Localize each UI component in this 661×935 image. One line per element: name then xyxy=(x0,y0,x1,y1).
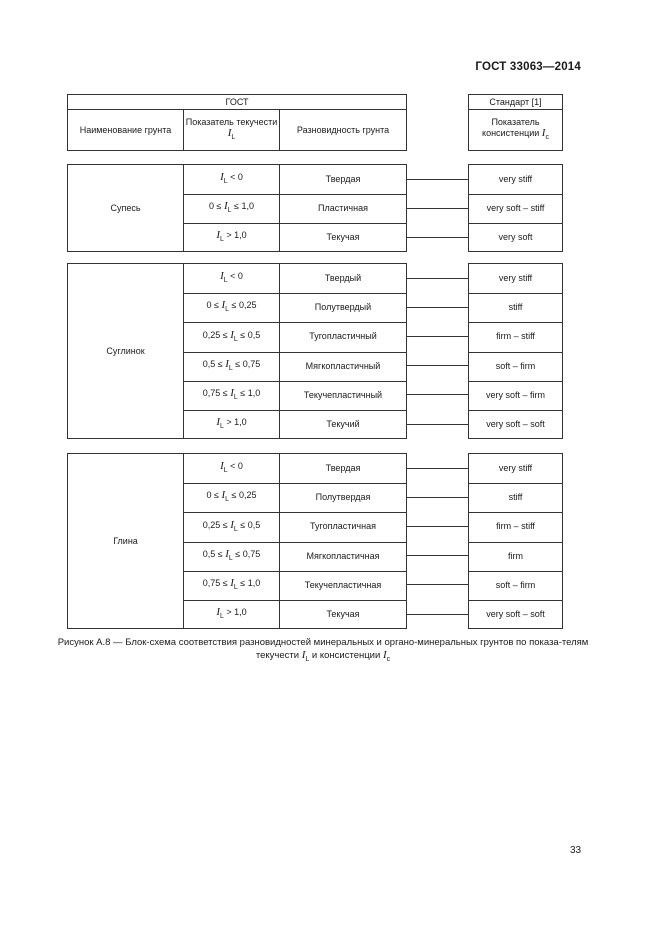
range-expression xyxy=(220,271,243,286)
fluidity-range xyxy=(184,165,279,194)
fluidity-symbol: I xyxy=(216,606,220,619)
header-fluidity-subscript: L xyxy=(231,133,236,141)
header-consistency-symbol: I xyxy=(541,127,546,140)
consistency-value: firm xyxy=(508,550,523,561)
fluidity-subscript: L xyxy=(227,206,232,214)
fluidity-range xyxy=(184,293,279,322)
connector-line xyxy=(406,365,468,366)
range-suffix: < 0 xyxy=(227,271,243,282)
connector-line xyxy=(406,307,468,308)
range-expression xyxy=(203,330,261,345)
header-fluidity-text: Показатель текучести xyxy=(185,117,278,128)
fluidity-subscript: L xyxy=(233,335,238,343)
range-expression xyxy=(220,461,243,476)
connector-line xyxy=(406,468,468,469)
consistency-value: very soft – soft xyxy=(486,419,545,430)
consistency-value: stiff xyxy=(508,302,523,313)
caption-text-2: и консистенции xyxy=(309,650,383,661)
soil-variety: Твердый xyxy=(324,273,362,284)
gost-header-table xyxy=(67,94,407,151)
soil-variety: Твердая xyxy=(325,463,361,474)
gost-title: ГОСТ xyxy=(225,96,249,107)
connector-line xyxy=(406,208,468,209)
fluidity-range xyxy=(184,194,279,223)
standard-group-box xyxy=(468,453,563,629)
fluidity-subscript: L xyxy=(225,306,230,314)
soil-variety: Мягкопластичная xyxy=(306,550,380,561)
fluidity-symbol: I xyxy=(221,489,226,502)
range-prefix: 0 ≤ xyxy=(206,490,222,501)
caption-text: Рисунок А.8 — Блок-схема соответствия разновидностей минеральных и органо-минеральных грунтов по показа-телям текучести xyxy=(57,637,589,661)
range-suffix: < 0 xyxy=(227,172,243,183)
range-expression xyxy=(207,300,257,315)
gost-group-box xyxy=(67,453,407,629)
range-prefix: 0,5 ≤ xyxy=(202,548,226,559)
fluidity-range xyxy=(184,223,279,252)
consistency-value: very stiff xyxy=(498,174,533,184)
standard-header-table xyxy=(468,94,563,151)
fluidity-symbol: I xyxy=(230,386,234,399)
fluidity-subscript: L xyxy=(233,393,238,401)
fluidity-subscript: L xyxy=(219,422,224,430)
fluidity-subscript: L xyxy=(233,583,238,591)
fluidity-subscript: L xyxy=(223,466,228,474)
range-prefix: 0,25 ≤ xyxy=(202,519,231,530)
fluidity-range xyxy=(184,264,279,293)
fluidity-symbol: I xyxy=(230,576,234,589)
standard-group-box xyxy=(468,263,563,439)
connector-line xyxy=(406,424,468,425)
consistency-value: very stiff xyxy=(498,273,533,284)
standard-group-box xyxy=(468,164,563,252)
fluidity-subscript: L xyxy=(223,177,228,185)
consistency-value: very soft – soft xyxy=(486,609,545,620)
range-prefix: 0 ≤ xyxy=(206,300,222,311)
header-fluidity-symbol: I xyxy=(227,127,232,140)
soil-variety: Полутвердый xyxy=(314,302,372,313)
fluidity-subscript: L xyxy=(228,554,233,562)
fluidity-range xyxy=(184,483,279,512)
consistency-value: very soft xyxy=(498,232,533,242)
range-expression xyxy=(203,520,261,535)
range-expression xyxy=(216,607,246,622)
page-number: 33 xyxy=(570,845,582,856)
fluidity-range xyxy=(184,454,279,483)
connector-line xyxy=(406,555,468,556)
range-suffix: ≤ 1,0 xyxy=(237,577,261,588)
header-soil-name: Наименование грунта xyxy=(79,124,172,135)
fluidity-symbol: I xyxy=(225,547,229,560)
fluidity-symbol: I xyxy=(230,518,234,531)
gost-group-box xyxy=(67,263,407,439)
fluidity-symbol: I xyxy=(221,299,226,312)
range-suffix: ≤ 0,25 xyxy=(229,300,257,311)
consistency-value: very stiff xyxy=(498,463,533,474)
consistency-value: firm – stiff xyxy=(496,331,535,342)
range-expression xyxy=(220,172,243,187)
connector-line xyxy=(406,336,468,337)
range-expression xyxy=(207,490,257,505)
range-prefix: 0,25 ≤ xyxy=(202,329,231,340)
soil-variety: Тугопластичная xyxy=(310,521,376,532)
fluidity-subscript: L xyxy=(219,235,224,243)
range-suffix: ≤ 0,5 xyxy=(237,519,261,530)
range-expression xyxy=(203,388,261,403)
fluidity-symbol: I xyxy=(220,270,224,283)
fluidity-symbol: I xyxy=(230,328,234,341)
range-suffix: ≤ 0,5 xyxy=(237,329,261,340)
range-suffix: ≤ 0,25 xyxy=(229,490,257,501)
soil-variety: Текучая xyxy=(326,232,360,242)
standard-title: Стандарт [1] xyxy=(489,96,542,107)
fluidity-range xyxy=(184,512,279,541)
range-suffix: ≤ 1,0 xyxy=(237,387,261,398)
fluidity-symbol: I xyxy=(220,460,224,473)
range-prefix: 0,75 ≤ xyxy=(202,387,231,398)
connector-line xyxy=(406,526,468,527)
soil-variety: Мягкопластичный xyxy=(305,360,381,371)
fluidity-range xyxy=(184,322,279,351)
range-suffix: > 1,0 xyxy=(223,607,247,618)
connector-line xyxy=(406,394,468,395)
document-code: ГОСТ 33063—2014 xyxy=(475,61,581,73)
soil-variety: Полутвердая xyxy=(315,492,371,503)
connector-line xyxy=(406,584,468,585)
fluidity-range xyxy=(184,571,279,600)
fluidity-subscript: L xyxy=(223,276,228,284)
range-expression xyxy=(203,359,261,374)
fluidity-subscript: L xyxy=(225,496,230,504)
connector-line xyxy=(406,237,468,238)
fluidity-range xyxy=(184,381,279,410)
range-prefix: 0 ≤ xyxy=(209,201,224,212)
soil-variety: Твердая xyxy=(325,174,361,184)
soil-variety: Текучепластичный xyxy=(303,389,383,400)
soil-name: Суглинок xyxy=(106,345,145,356)
soil-variety: Текучая xyxy=(326,609,360,620)
header-consistency-subscript: c xyxy=(545,133,549,141)
fluidity-range xyxy=(184,600,279,629)
consistency-value: firm – stiff xyxy=(496,521,535,532)
fluidity-symbol: I xyxy=(225,357,229,370)
range-suffix: < 0 xyxy=(227,461,243,472)
fluidity-symbol: I xyxy=(216,229,220,242)
range-prefix: 0,5 ≤ xyxy=(202,358,226,369)
fluidity-range xyxy=(184,542,279,571)
range-expression xyxy=(203,549,261,564)
soil-variety: Текучепластичная xyxy=(304,579,382,590)
fluidity-range xyxy=(184,410,279,439)
connector-line xyxy=(406,497,468,498)
fluidity-subscript: L xyxy=(219,612,224,620)
fluidity-symbol: I xyxy=(223,200,228,213)
header-consistency-text: Показатель консистенции xyxy=(482,117,542,139)
fluidity-symbol: I xyxy=(220,171,224,184)
fluidity-subscript: L xyxy=(233,525,238,533)
range-suffix: > 1,0 xyxy=(223,417,247,428)
range-expression xyxy=(203,578,261,593)
consistency-value: very soft – stiff xyxy=(486,203,545,213)
range-expression xyxy=(209,201,254,216)
range-suffix: ≤ 0,75 xyxy=(232,358,261,369)
consistency-value: soft – firm xyxy=(495,360,536,371)
header-consistency-index xyxy=(469,110,562,150)
fluidity-subscript: L xyxy=(228,364,233,372)
soil-variety: Пластичная xyxy=(318,203,368,213)
caption-sub-consistency: c xyxy=(386,655,391,663)
caption-sub-fluidity: L xyxy=(305,655,310,663)
range-expression xyxy=(216,417,246,432)
header-fluidity-index xyxy=(184,110,279,150)
soil-name: Супесь xyxy=(110,202,141,213)
caption-symbol-fluidity: I xyxy=(301,649,306,661)
header-variety: Разновидность грунта xyxy=(296,124,390,135)
soil-name: Глина xyxy=(113,535,138,546)
gost-group-box xyxy=(67,164,407,252)
caption-symbol-consistency: I xyxy=(382,649,387,661)
connector-line xyxy=(406,278,468,279)
range-prefix: 0,75 ≤ xyxy=(202,577,231,588)
range-expression xyxy=(216,230,246,245)
consistency-value: very soft – firm xyxy=(485,389,545,400)
connector-line xyxy=(406,179,468,180)
fluidity-symbol: I xyxy=(216,416,220,429)
connector-line xyxy=(406,614,468,615)
consistency-value: stiff xyxy=(508,492,523,503)
fluidity-range xyxy=(184,352,279,381)
range-suffix: ≤ 0,75 xyxy=(232,548,261,559)
soil-variety: Текучий xyxy=(326,419,360,430)
soil-variety: Тугопластичный xyxy=(309,331,377,342)
consistency-value: soft – firm xyxy=(495,579,536,590)
figure-caption xyxy=(48,637,598,666)
range-suffix: ≤ 1,0 xyxy=(231,201,254,212)
range-suffix: > 1,0 xyxy=(223,230,247,241)
